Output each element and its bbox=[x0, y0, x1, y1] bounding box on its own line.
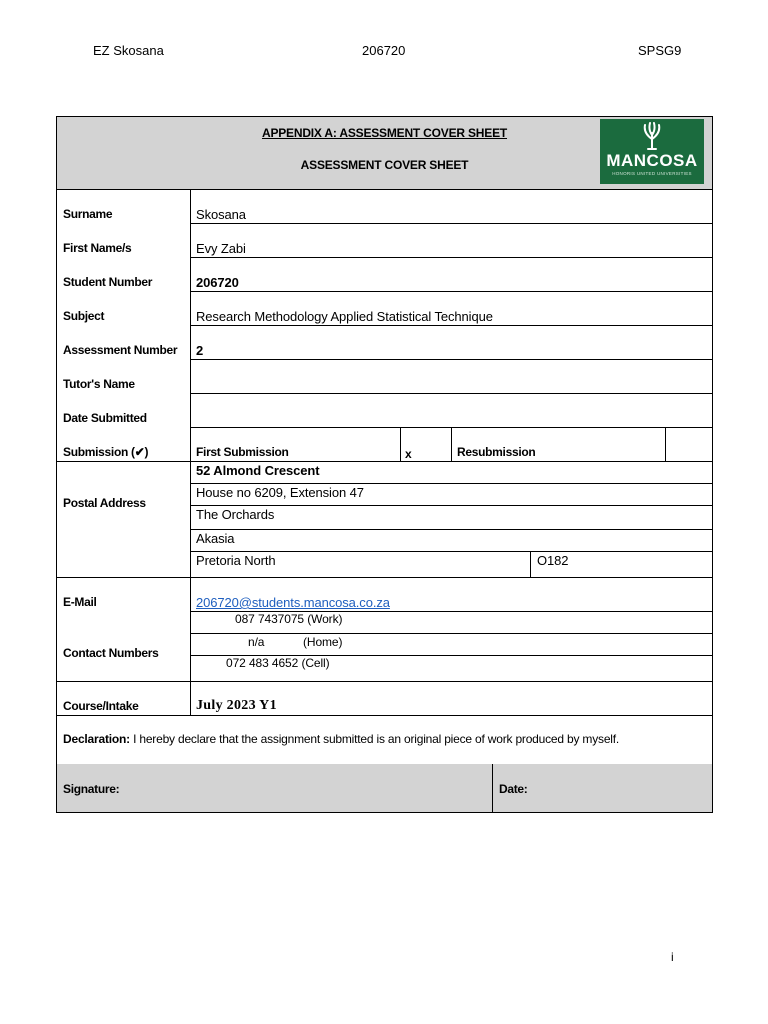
postal-line-1: 52 Almond Crescent bbox=[196, 463, 320, 478]
tutor-label: Tutor's Name bbox=[63, 377, 135, 391]
logo-tagline: HONORIS UNITED UNIVERSITIES bbox=[612, 171, 692, 176]
contact-numbers-label: Contact Numbers bbox=[63, 646, 159, 660]
declaration-label: Declaration: bbox=[63, 732, 130, 746]
email-label: E-Mail bbox=[63, 595, 97, 609]
page-number: i bbox=[671, 950, 674, 964]
course-intake-value: July 2023 Y1 bbox=[196, 698, 277, 713]
email-link[interactable]: 206720@students.mancosa.co.za bbox=[196, 595, 390, 610]
student-number-label: Student Number bbox=[63, 275, 153, 289]
first-submission-option: First Submission bbox=[196, 445, 289, 459]
surname-label: Surname bbox=[63, 207, 113, 221]
logo-wordmark: MANCOSA bbox=[606, 151, 698, 170]
date-label: Date: bbox=[499, 782, 528, 796]
mancosa-logo bbox=[600, 119, 704, 184]
contact-work: 087 7437075 (Work) bbox=[235, 612, 343, 626]
contact-home-number: n/a bbox=[248, 635, 265, 649]
cover-banner bbox=[57, 117, 712, 189]
postal-code: O182 bbox=[537, 553, 569, 568]
postal-line-3: The Orchards bbox=[196, 507, 275, 522]
signature-band bbox=[57, 764, 712, 812]
appendix-title: APPENDIX A: ASSESSMENT COVER SHEET bbox=[261, 126, 508, 140]
contact-home-tag: (Home) bbox=[303, 635, 343, 649]
subject-label: Subject bbox=[63, 309, 105, 323]
header-student-number: 206720 bbox=[362, 43, 406, 58]
assessment-number-value: 2 bbox=[196, 343, 204, 358]
date-submitted-label: Date Submitted bbox=[63, 411, 147, 425]
assessment-number-label: Assessment Number bbox=[63, 343, 178, 357]
signature-label: Signature: bbox=[63, 782, 120, 796]
tree-icon bbox=[600, 121, 704, 153]
postal-line-2: House no 6209, Extension 47 bbox=[196, 485, 364, 500]
header-course-code: SPSG9 bbox=[638, 43, 682, 58]
course-intake-label: Course/Intake bbox=[63, 699, 139, 713]
cover-sheet-title: ASSESSMENT COVER SHEET bbox=[300, 158, 469, 172]
surname-value: Skosana bbox=[196, 207, 246, 222]
student-number-value: 206720 bbox=[196, 275, 239, 290]
declaration bbox=[63, 732, 619, 746]
submission-label: Submission (✔) bbox=[63, 445, 149, 459]
declaration-text: I hereby declare that the assignment submitted is an original piece of work produced by myself. bbox=[133, 732, 620, 746]
first-submission-mark: x bbox=[405, 447, 412, 461]
cover-sheet-table bbox=[56, 116, 713, 813]
first-names-label: First Name/s bbox=[63, 241, 132, 255]
resubmission-option: Resubmission bbox=[457, 445, 536, 459]
postal-line-4: Akasia bbox=[196, 531, 235, 546]
postal-line-5: Pretoria North bbox=[196, 553, 276, 568]
contact-cell: 072 483 4652 (Cell) bbox=[226, 656, 330, 670]
postal-address-label: Postal Address bbox=[63, 496, 146, 510]
first-names-value: Evy Zabi bbox=[196, 241, 246, 256]
subject-value: Research Methodology Applied Statistical Technique bbox=[196, 309, 493, 324]
header-student-name: EZ Skosana bbox=[93, 43, 164, 58]
